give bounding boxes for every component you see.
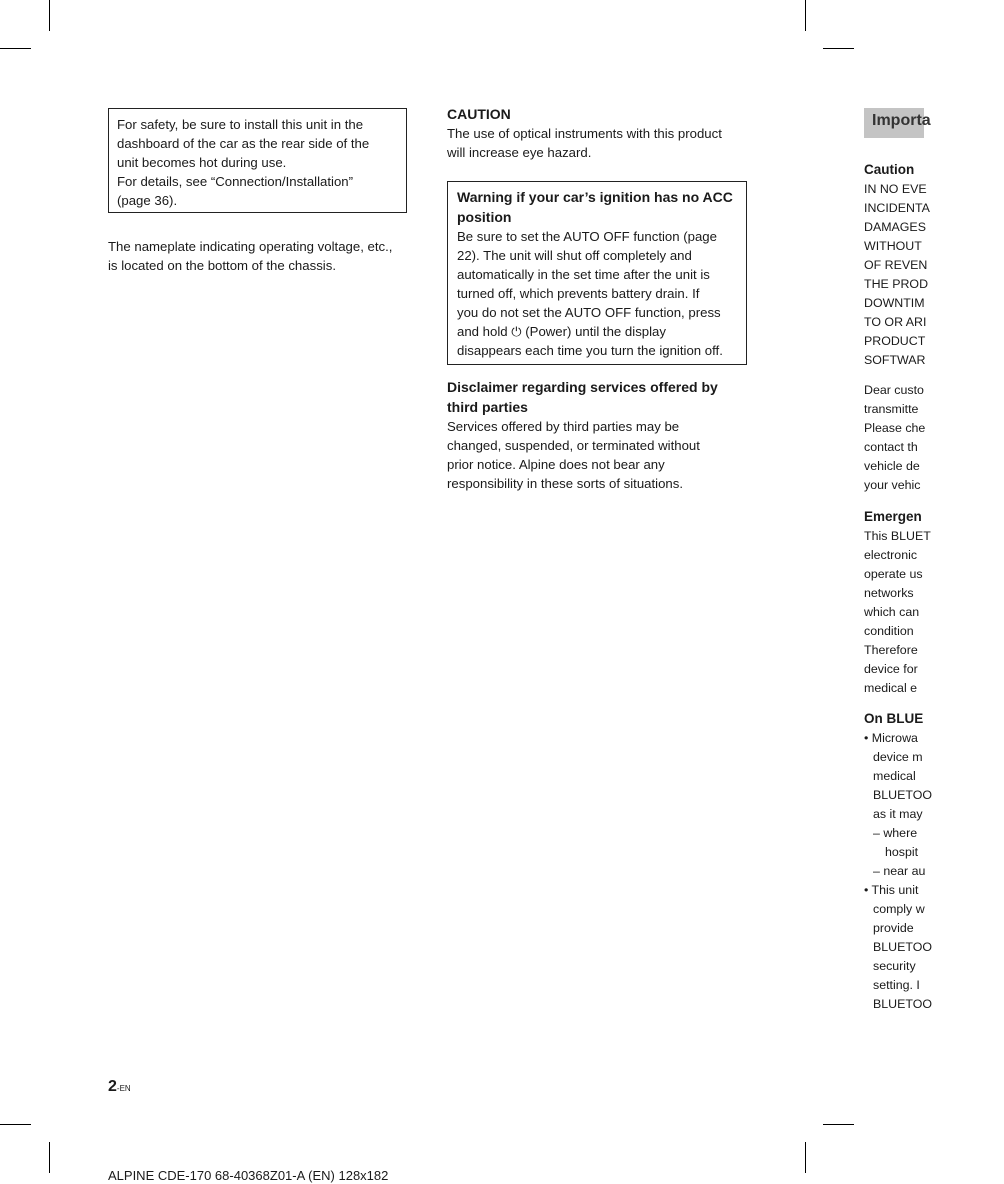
warning-line: Be sure to set the AUTO OFF function (page [457, 229, 717, 244]
safety-line: For details, see “Connection/Installation” [117, 174, 354, 189]
right-bullet-line: device m [873, 750, 923, 764]
crop-mark-bottom-right-v [805, 1142, 806, 1173]
safety-box [108, 108, 407, 213]
right-dear-line: contact th [864, 440, 918, 454]
nameplate-line: The nameplate indicating operating voltage, etc., [108, 239, 393, 254]
safety-line: (page 36). [117, 193, 178, 208]
warning-line [457, 322, 737, 341]
right-caution-line: THE PROD [864, 277, 929, 291]
crop-mark-top-right-h [823, 48, 854, 49]
right-bullet-line: BLUETOO [873, 788, 932, 802]
page-number-value: 2 [108, 1078, 117, 1095]
right-emergency-heading: Emergen [864, 509, 922, 524]
right-bullet-line: • Microwa [864, 731, 918, 745]
caution-section [447, 104, 747, 162]
right-on-bluetooth-heading: On BLUE [864, 711, 924, 726]
right-dear-line: transmitte [864, 402, 919, 416]
warning-hold-pre: and hold [457, 324, 508, 339]
warning-line: 22). The unit will shut off completely and [457, 248, 692, 263]
right-emergency-line: This BLUET [864, 529, 931, 543]
right-bullet-line: • This unit [864, 883, 919, 897]
right-emergency-line: medical e [864, 681, 918, 695]
right-dear-line: Dear custo [864, 383, 924, 397]
right-caution-line: SOFTWAR [864, 353, 926, 367]
safety-line: unit becomes hot during use. [117, 155, 287, 170]
right-bullet-line: setting. I [873, 978, 920, 992]
crop-mark-bottom-left-v [49, 1142, 50, 1173]
right-bullet-line: BLUETOO [873, 940, 932, 954]
page-number [108, 1078, 131, 1096]
warning-line: you do not set the AUTO OFF function, press [457, 305, 721, 320]
right-bullet-line: medical [873, 769, 916, 783]
crop-mark-top-left-h [0, 48, 31, 49]
warning-title: position [457, 209, 512, 225]
right-caution-line: INCIDENTA [864, 201, 930, 215]
right-column [864, 160, 1004, 1014]
disclaimer-line: prior notice. Alpine does not bear any [447, 457, 665, 472]
page-number-suffix: -EN [116, 1084, 131, 1093]
right-bullet-line: as it may [873, 807, 923, 821]
important-banner-text: Importa [872, 112, 931, 129]
disclaimer-line: Services offered by third parties may be [447, 419, 680, 434]
crop-mark-top-left-v [49, 0, 50, 31]
right-bullet-line: BLUETOO [873, 997, 932, 1011]
safety-line: For safety, be sure to install this unit in the [117, 117, 364, 132]
crop-mark-bottom-left-h [0, 1124, 31, 1125]
right-dear-line: Please che [864, 421, 926, 435]
disclaimer-line: changed, suspended, or terminated without [447, 438, 700, 453]
right-dash-line: – where [873, 826, 918, 840]
right-dear-line: your vehic [864, 478, 921, 492]
disclaimer-title: Disclaimer regarding services offered by [447, 379, 718, 395]
right-emergency-line: electronic [864, 548, 918, 562]
warning-line: disappears each time you turn the ignition off. [457, 343, 723, 358]
power-icon: ⏻ [511, 324, 522, 339]
right-bullet-line: provide [873, 921, 914, 935]
acc-warning-box [447, 181, 747, 365]
right-dash-line: hospit [885, 845, 919, 859]
warning-title: Warning if your car’s ignition has no ACC [457, 189, 733, 205]
right-dear-line: vehicle de [864, 459, 920, 473]
important-banner [864, 108, 931, 138]
right-emergency-line: operate us [864, 567, 923, 581]
right-emergency-line: networks [864, 586, 914, 600]
right-caution-line: WITHOUT [864, 239, 922, 253]
caution-title: CAUTION [447, 106, 511, 122]
disclaimer-section [447, 377, 752, 493]
right-dash-line: – near au [873, 864, 926, 878]
crop-mark-bottom-right-h [823, 1124, 854, 1125]
right-emergency-line: which can [864, 605, 920, 619]
disclaimer-line: responsibility in these sorts of situations. [447, 476, 684, 491]
right-caution-heading: Caution [864, 162, 915, 177]
right-caution-line: OF REVEN [864, 258, 928, 272]
right-caution-line: PRODUCT [864, 334, 926, 348]
warning-hold-post: (Power) until the display [525, 324, 666, 339]
right-caution-line: DOWNTIM [864, 296, 925, 310]
right-caution-line: IN NO EVE [864, 182, 927, 196]
right-caution-line: DAMAGES [864, 220, 926, 234]
nameplate-line: is located on the bottom of the chassis. [108, 258, 336, 273]
caution-line: The use of optical instruments with this product [447, 126, 722, 141]
right-emergency-line: device for [864, 662, 918, 676]
nameplate-paragraph [108, 237, 413, 275]
right-caution-line: TO OR ARI [864, 315, 927, 329]
right-emergency-line: Therefore [864, 643, 918, 657]
right-bullet-line: security [873, 959, 916, 973]
warning-line: turned off, which prevents battery drain. If [457, 286, 700, 301]
job-info: ALPINE CDE-170 68-40368Z01-A (EN) 128x182 [108, 1168, 389, 1183]
caution-line: will increase eye hazard. [447, 145, 592, 160]
safety-line: dashboard of the car as the rear side of the [117, 136, 370, 151]
right-emergency-line: condition [864, 624, 914, 638]
right-bullet-line: comply w [873, 902, 925, 916]
crop-mark-top-right-v [805, 0, 806, 31]
disclaimer-title: third parties [447, 399, 528, 415]
warning-line: automatically in the set time after the unit is [457, 267, 710, 282]
